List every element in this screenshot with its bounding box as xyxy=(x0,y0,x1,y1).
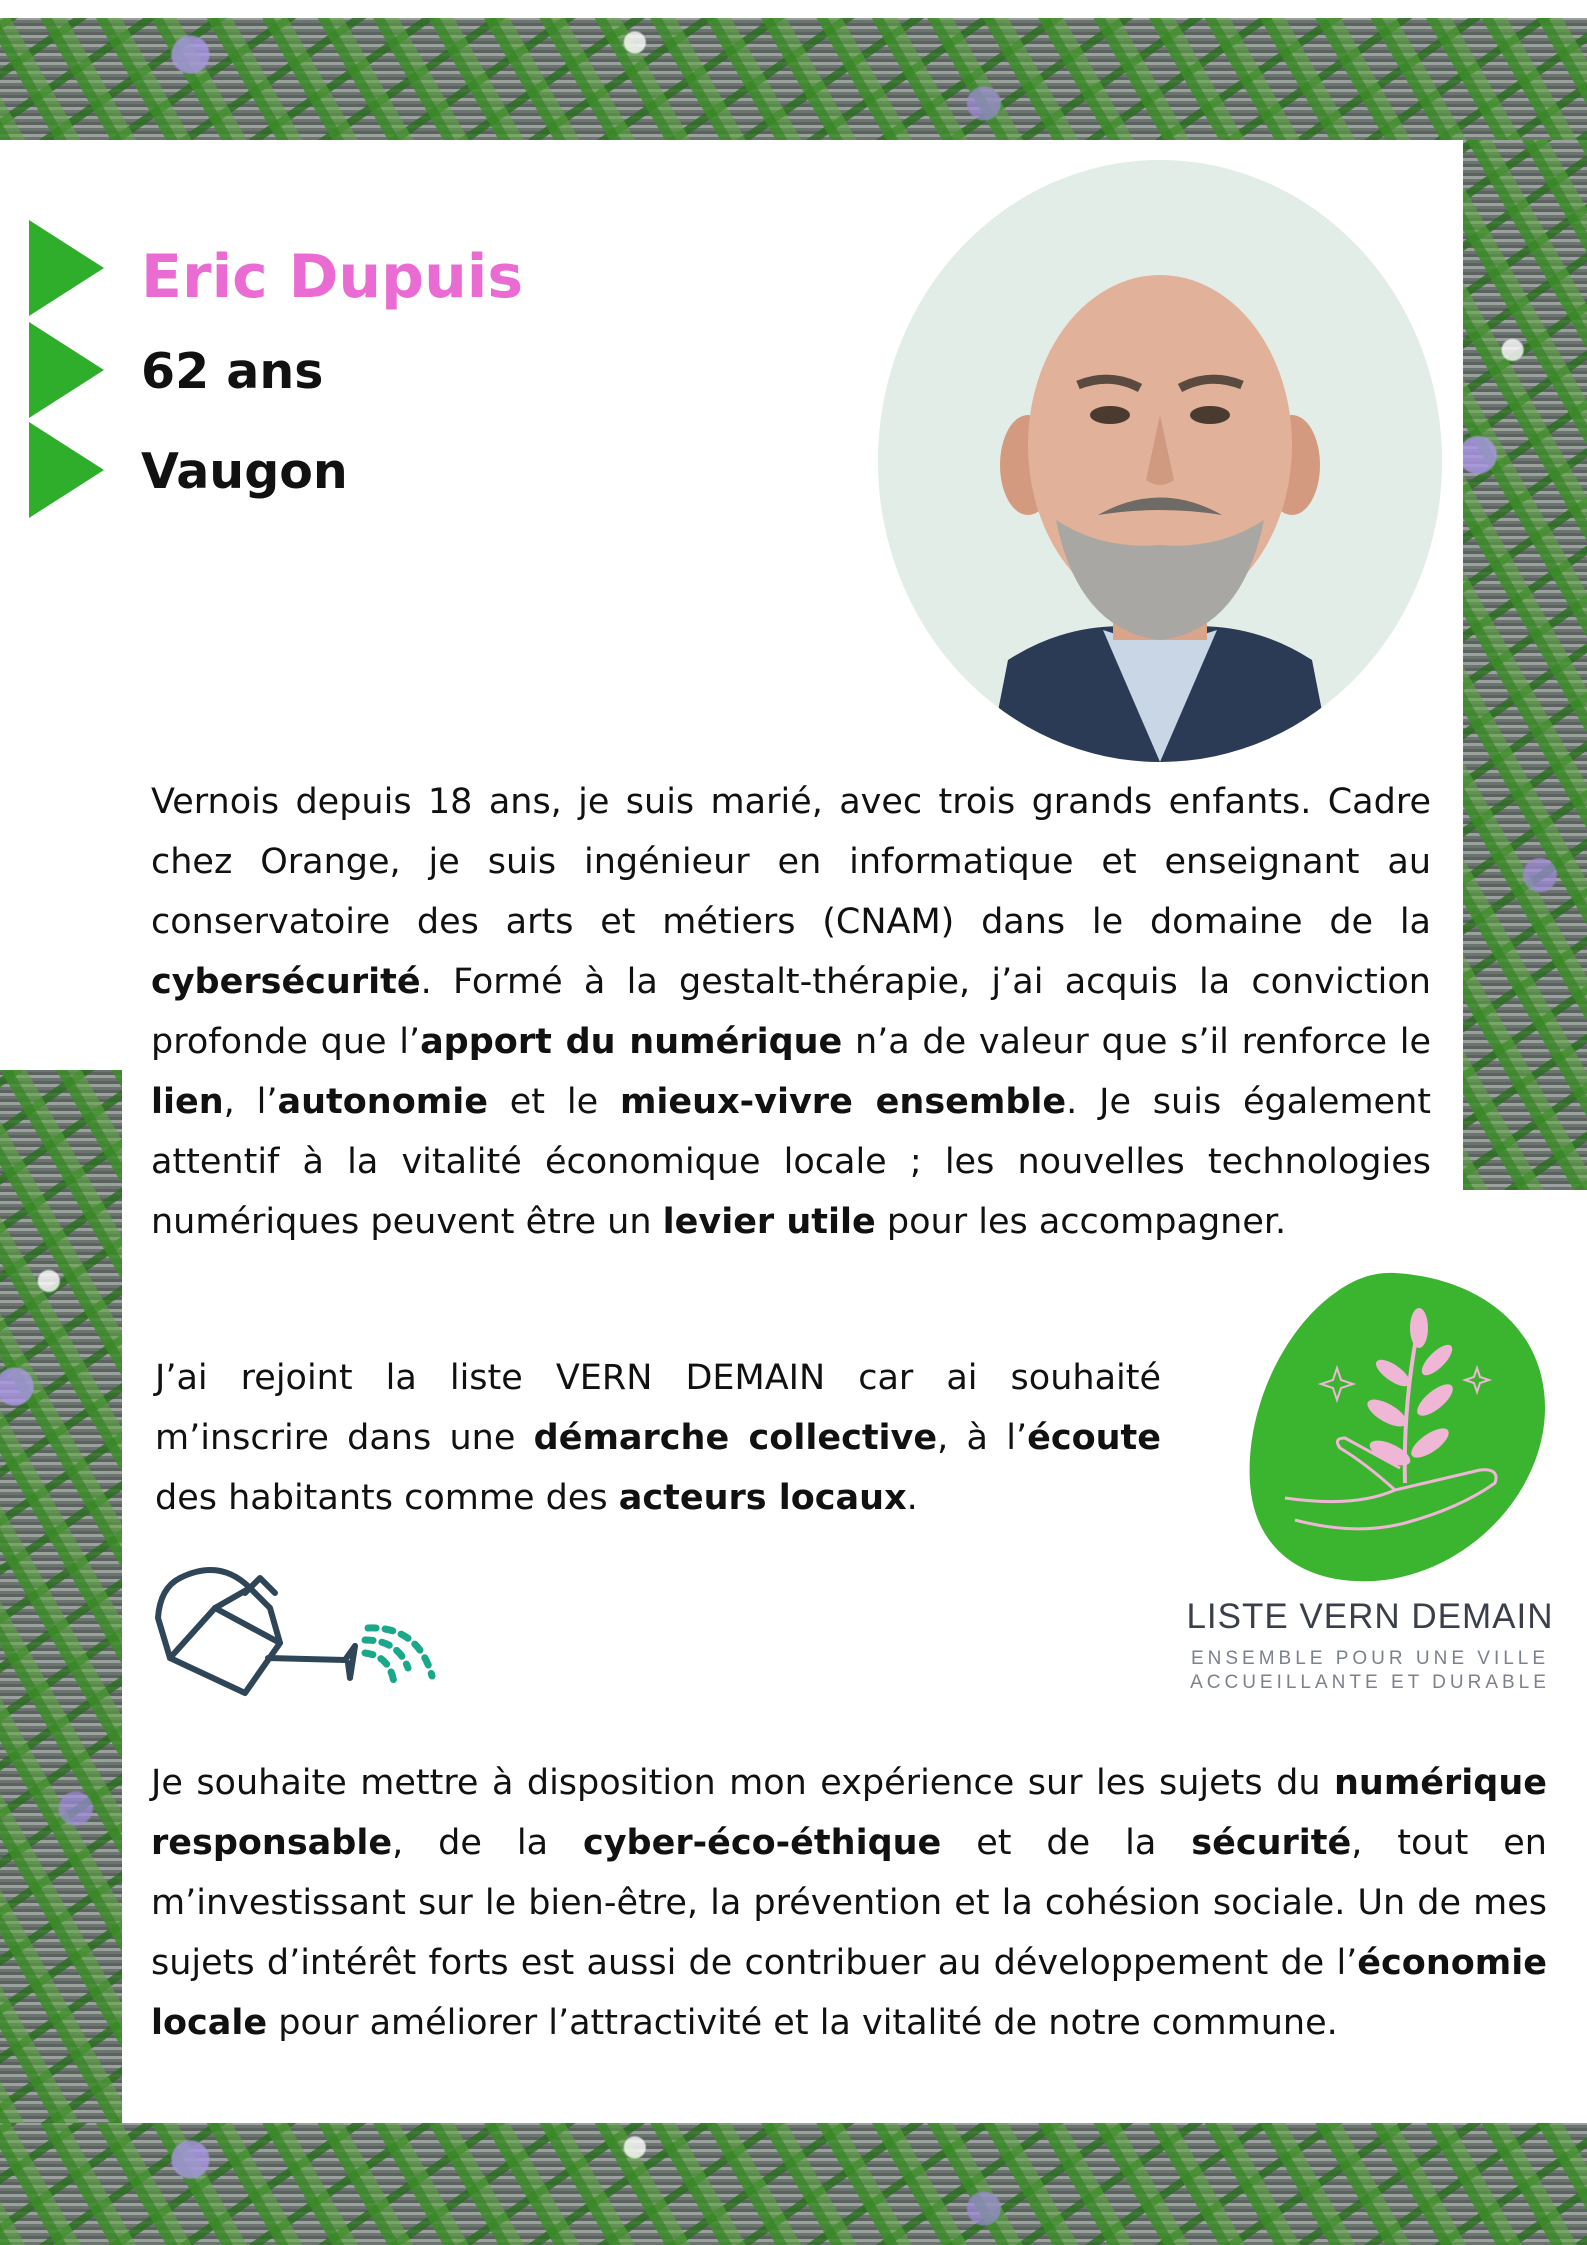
bold-text-run: mieux-vivre ensemble xyxy=(619,1082,1067,1122)
foliage-border-bottom xyxy=(0,2123,1587,2245)
bio-paragraph-2 xyxy=(155,1348,1161,1528)
watering-can-icon xyxy=(150,1548,450,1728)
bold-text-run: économie locale xyxy=(151,1943,1547,2043)
text-run: , tout en m’investissant sur le bien-être, la prévention et la cohésion sociale. Un de mes sujets d’intérêt forts est aussi de contribuer au développement de l’ xyxy=(151,1823,1547,1983)
candidate-age: 62 ans xyxy=(141,343,324,400)
text-run: . xyxy=(906,1478,918,1518)
bold-text-run: écoute xyxy=(1027,1418,1161,1458)
text-run: pour améliorer l’attractivité et la vitalité de notre commune. xyxy=(267,2003,1338,2043)
bold-text-run: levier utile xyxy=(662,1202,876,1242)
bold-text-run: démarche collective xyxy=(533,1418,938,1458)
bold-text-run: apport du numérique xyxy=(420,1022,843,1062)
bold-text-run: lien xyxy=(151,1082,224,1122)
logo-subtitle-line2: ACCUEILLANTE ET DURABLE xyxy=(1190,1672,1550,1693)
text-run: Je souhaite mettre à disposition mon expérience sur les sujets du xyxy=(151,1763,1334,1803)
text-run: et le xyxy=(487,1082,620,1122)
candidate-location: Vaugon xyxy=(141,443,348,500)
text-run: , à l’ xyxy=(937,1418,1028,1458)
text-run: . Je suis également attentif à la vitalité économique locale ; les nouvelles technologies numériques peuvent être un xyxy=(151,1082,1431,1242)
logo-title: LISTE VERN DEMAIN xyxy=(1186,1597,1554,1636)
text-run: pour les accompagner. xyxy=(875,1202,1287,1242)
bio-paragraph-1 xyxy=(151,772,1431,1252)
bio-paragraph-3 xyxy=(151,1753,1547,2053)
bullet-triangle-icon xyxy=(29,422,104,518)
foliage-border-right xyxy=(1463,140,1587,1190)
bold-text-run: cybersécurité xyxy=(151,962,421,1002)
bullet-triangle-icon xyxy=(29,220,104,316)
text-run: des habitants comme des xyxy=(155,1478,619,1518)
logo-subtitle-line1: ENSEMBLE POUR UNE VILLE xyxy=(1190,1648,1550,1669)
text-run: n’a de valeur que s’il renforce le xyxy=(842,1022,1431,1062)
text-run: , de la xyxy=(392,1823,583,1863)
bold-text-run: cyber-éco-éthique xyxy=(582,1823,942,1863)
hand-plant-icon xyxy=(1245,1268,1550,1583)
text-run: et de la xyxy=(941,1823,1192,1863)
bold-text-run: sécurité xyxy=(1191,1823,1352,1863)
bold-text-run: autonomie xyxy=(277,1082,488,1122)
bold-text-run: acteurs locaux xyxy=(618,1478,907,1518)
candidate-name: Eric Dupuis xyxy=(141,242,524,312)
text-run: Vernois depuis 18 ans, je suis marié, avec trois grands enfants. Cadre chez Orange, je suis ingénieur en informatique et enseignant au conservatoire des arts et métiers (CNAM) dans le domaine de la xyxy=(151,782,1431,942)
portrait-photo xyxy=(878,160,1442,762)
bold-text-run: numérique responsable xyxy=(151,1763,1547,1863)
foliage-border-top xyxy=(0,18,1587,140)
text-run: . Formé à la gestalt-thérapie, j’ai acquis la conviction profonde que l’ xyxy=(151,962,1431,1062)
text-run: , l’ xyxy=(223,1082,278,1122)
foliage-border-left xyxy=(0,1070,122,2125)
bullet-triangle-icon xyxy=(29,322,104,418)
text-run: J’ai rejoint la liste VERN DEMAIN car ai souhaité m’inscrire dans une xyxy=(155,1358,1161,1458)
